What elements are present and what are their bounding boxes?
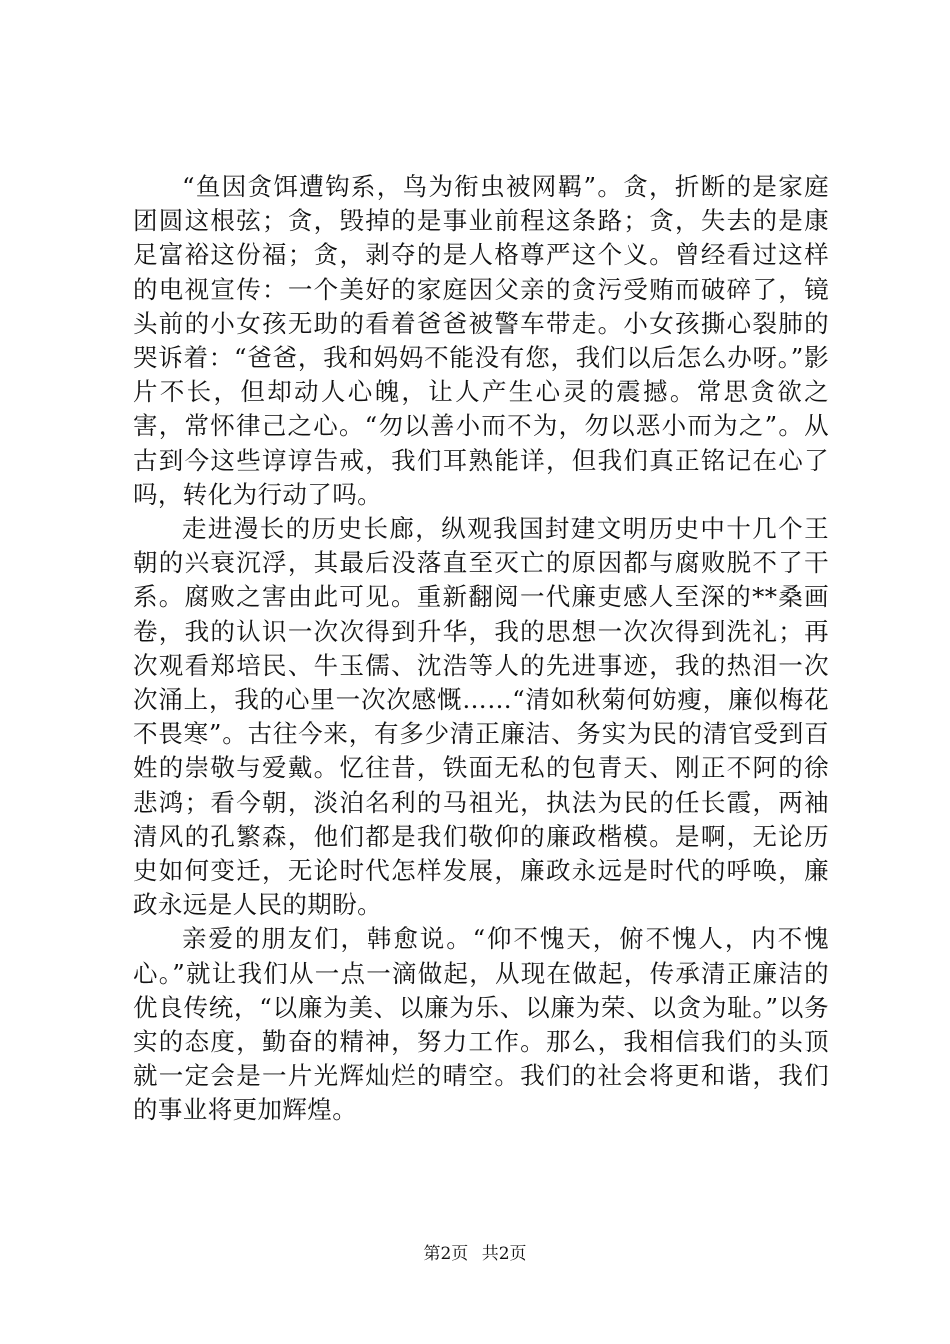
page-number: 第2页 <box>423 1244 469 1264</box>
page-total: 共2页 <box>481 1244 527 1264</box>
page-footer <box>0 1244 950 1264</box>
paragraph-history: 走进漫长的历史长廊，纵观我国封建文明历史中十几个王朝的兴衰沉浮，其最后没落直至灭亡的原因都与腐败脱不了干系。腐败之害由此可见。重新翻阅一代廉吏感人至深的**桑画卷，我的认识一次次得到升华，我的思想一次次得到洗礼；再次观看郑培民、牛玉儒、沈浩等人的先进事迹，我的热泪一次次涌上，我的心里一次次感慨……“清如秋菊何妨瘦，廉似梅花不畏寒”。古往今来，有多少清正廉洁、务实为民的清官受到百姓的崇敬与爱戴。忆往昔，铁面无私的包青天、刚正不阿的徐悲鸿；看今朝，淡泊名利的马祖光，执法为民的任长霞，两袖清风的孔繁森，他们都是我们敬仰的廉政楷模。是啊，无论历史如何变迁，无论时代怎样发展，廉政永远是时代的呼唤，廉政永远是人民的期盼。 <box>133 514 829 920</box>
paragraph-greed: “鱼因贪饵遭钩系，鸟为衔虫被网羁”。贪，折断的是家庭团圆这根弦；贪，毁掉的是事业前程这条路；贪，失去的是康足富裕这份福；贪，剥夺的是人格尊严这个义。曾经看过这样的电视宣传：一个美好的家庭因父亲的贪污受贿而破碎了，镜头前的小女孩无助的看着爸爸被警车带走。小女孩撕心裂肺的哭诉着：“爸爸，我和妈妈不能没有您，我们以后怎么办呀。”影片不长，但却动人心魄，让人产生心灵的震撼。常思贪欲之害，常怀律己之心。“勿以善小而不为，勿以恶小而为之”。从古到今这些谆谆告戒，我们耳熟能详，但我们真正铭记在心了吗，转化为行动了吗。 <box>133 172 829 509</box>
paragraph-conclusion: 亲爱的朋友们，韩愈说。“仰不愧天，俯不愧人，内不愧心。”就让我们从一点一滴做起，从现在做起，传承清正廉洁的优良传统，“以廉为美、以廉为乐、以廉为荣、以贪为耻。”以务实的态度，勤奋的精神，努力工作。那么，我相信我们的头顶就一定会是一片光辉灿烂的晴空。我们的社会将更和谐，我们的事业将更加辉煌。 <box>133 924 829 1125</box>
document-body <box>133 170 829 1128</box>
